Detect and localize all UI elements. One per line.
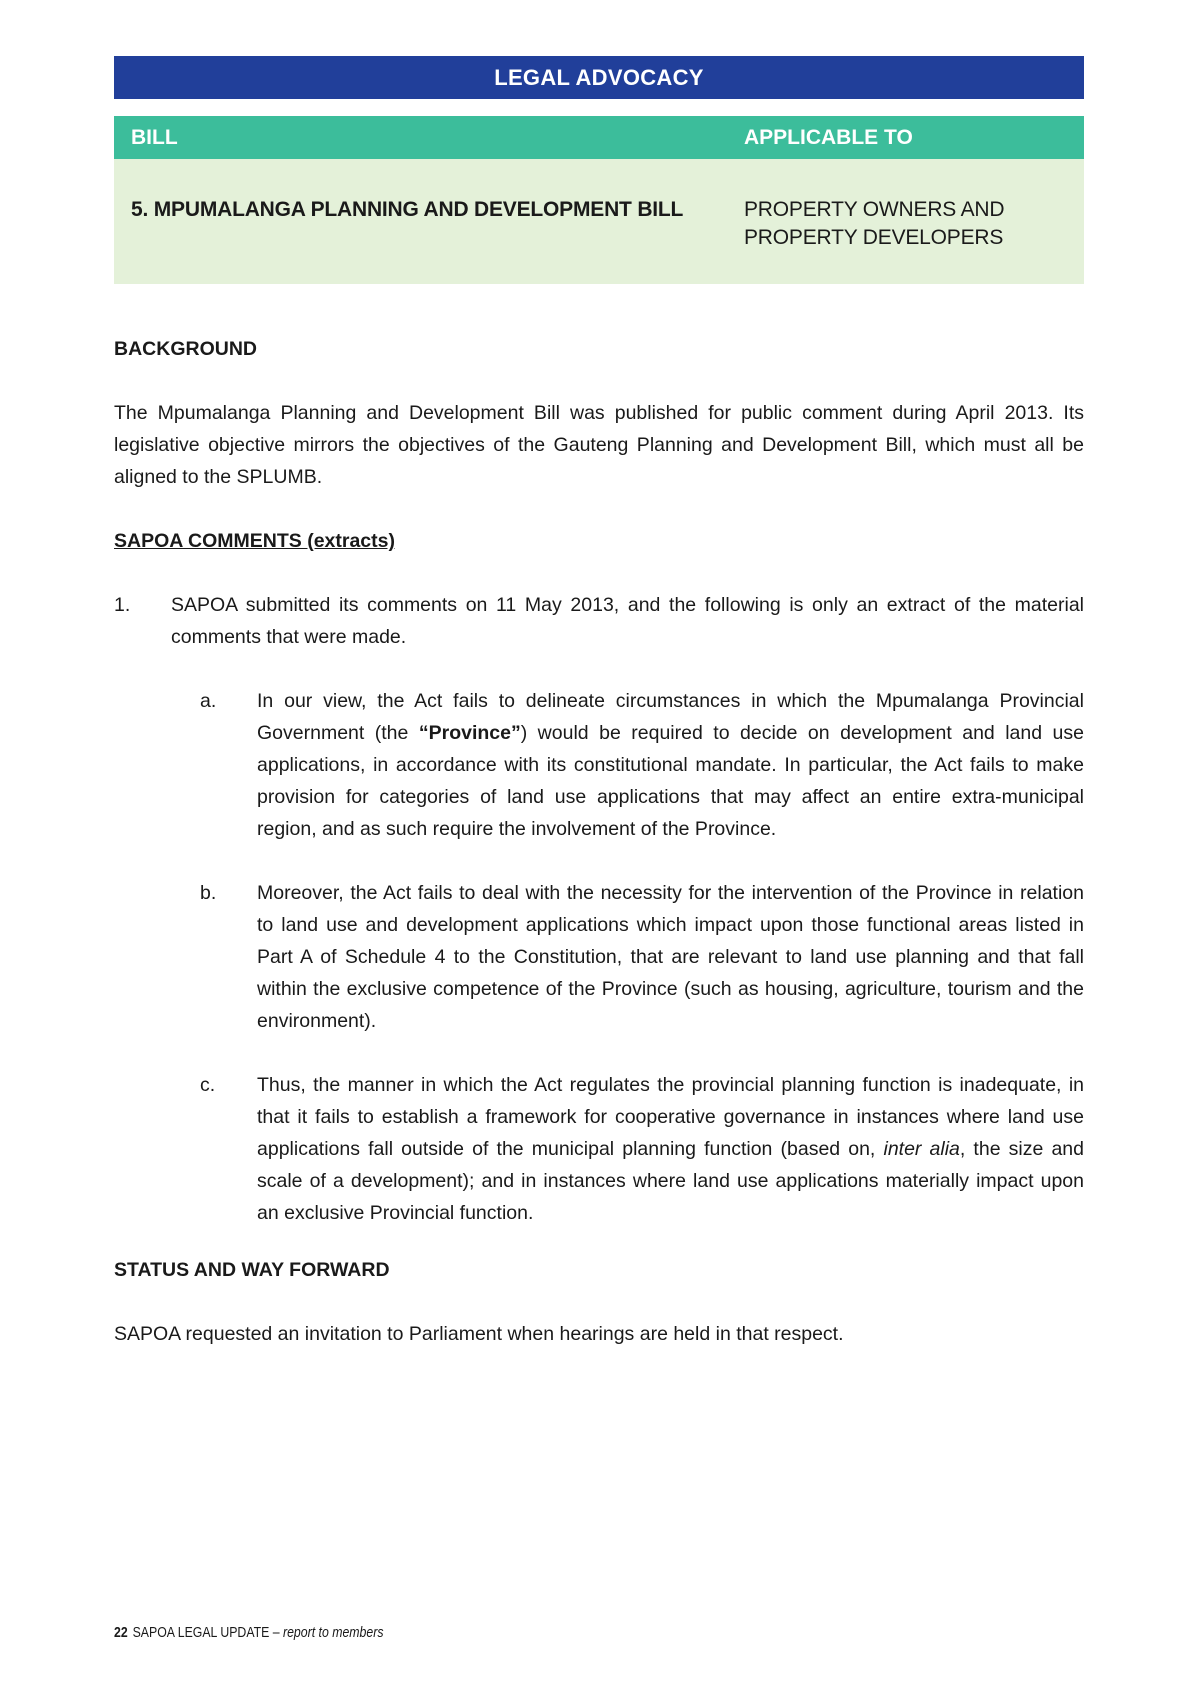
publication-name: SAPOA LEGAL UPDATE –	[132, 1624, 283, 1641]
status-text: SAPOA requested an invitation to Parliament when hearings are held in that respect.	[114, 1323, 844, 1345]
sub-item-letter: b.	[200, 882, 217, 904]
sub-item-b	[114, 877, 1084, 1037]
bill-name: 5. MPUMALANGA PLANNING AND DEVELOPMENT BILL	[131, 198, 684, 221]
status-heading: STATUS AND WAY FORWARD	[114, 1259, 390, 1281]
publication-subtitle: report to members	[282, 1624, 384, 1641]
sub-item-text: In our view, the Act fails to delineate circumstances in which the Mpumalanga Provincial Government (the “Province”) would be required to decide on development and land use applications, in accordance with its constitutional mandate. In particular, the Act fails to make provision for categories of land use applications that may affect an entire extra-municipal region, and as such require the involvement of the Province.	[257, 690, 1084, 840]
applicable-to-value	[744, 196, 1084, 284]
list-item-number: 1.	[114, 594, 131, 616]
header-applicable-to: APPLICABLE TO	[744, 125, 913, 149]
comments-heading: SAPOA COMMENTS (extracts)	[114, 530, 395, 552]
bill-table-row	[114, 159, 1084, 284]
sub-item-text: Moreover, the Act fails to deal with the necessity for the intervention of the Province in relation to land use and development applications which impact upon those functional areas listed in Part A of Schedule 4 to the Constitution, that are relevant to land use planning and that fall within the exclusive competence of the Province (such as housing, agriculture, tourism and the environment).	[257, 882, 1084, 1032]
background-section	[114, 333, 1084, 493]
sub-item-c	[114, 1069, 1084, 1229]
comments-section	[114, 525, 1084, 1229]
section-banner	[114, 56, 1084, 99]
banner-title: LEGAL ADVOCACY	[494, 64, 704, 90]
page-footer	[114, 1624, 383, 1641]
header-bill: BILL	[131, 125, 178, 149]
page-number: 22	[114, 1624, 128, 1641]
background-heading: BACKGROUND	[114, 338, 257, 360]
bill-table	[114, 116, 1084, 284]
list-item-text: SAPOA submitted its comments on 11 May 2013, and the following is only an extract of the material comments that were made.	[171, 594, 1084, 648]
list-item	[114, 589, 1084, 653]
sub-item-a	[114, 685, 1084, 845]
bill-table-header	[114, 116, 1084, 159]
page-content	[114, 56, 1084, 1350]
status-section	[114, 1254, 1084, 1350]
background-text: The Mpumalanga Planning and Development Bill was published for public comment during April 2013. Its legislative objective mirrors the objectives of the Gauteng Planning and Development Bill, which must all be aligned to the SPLUMB.	[114, 402, 1084, 488]
sub-item-letter: a.	[200, 690, 217, 712]
applicable-line-1: PROPERTY OWNERS AND	[744, 198, 1005, 221]
sub-item-text: Thus, the manner in which the Act regulates the provincial planning function is inadequate, in that it fails to establish a framework for cooperative governance in instances where land use applications fall outside of the municipal planning function (based on, inter alia, the size and scale of a development); and in instances where land use applications materially impact upon an exclusive Provincial function.	[257, 1074, 1084, 1224]
applicable-line-2: PROPERTY DEVELOPERS	[744, 226, 1004, 249]
sub-item-letter: c.	[200, 1074, 216, 1096]
